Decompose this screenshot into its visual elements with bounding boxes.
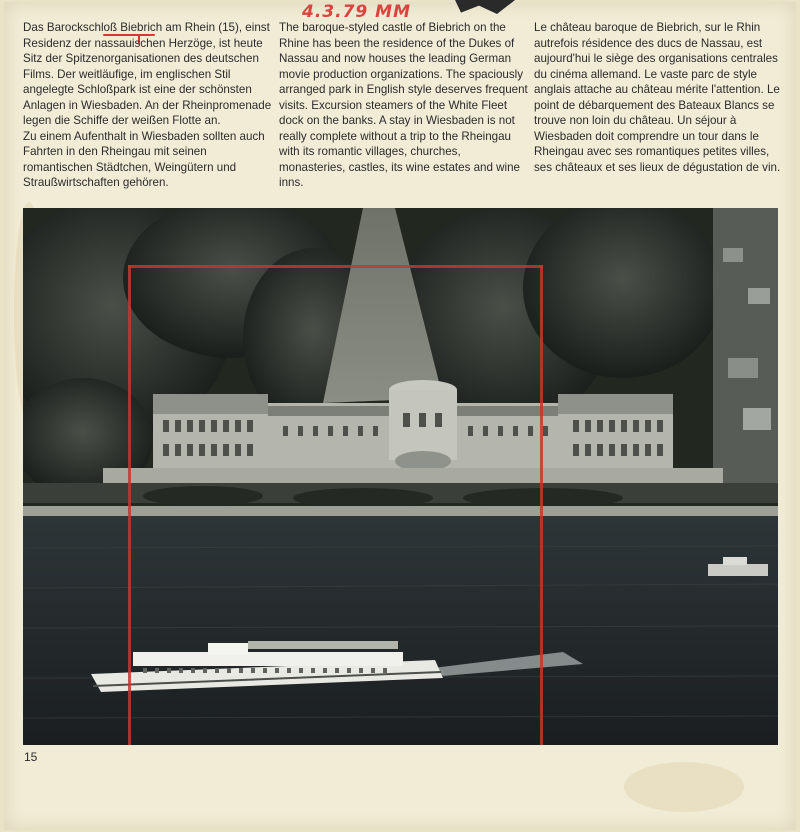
english-text-column: The baroque-styled castle of Biebrich on the Rhine has been the residence of the Dukes of Nassau and now houses the leading German movie production organizations. The spaciously arranged park in English style deserves frequent visits. Excursion steamers of the White Fleet dock on the banks. A stay in Wiesbaden is not really complete without a trip to the Rheingau with its romantic villages, churches, monasteries, castles, its wine estates and wine inns. <box>279 21 528 189</box>
handwritten-date: 4.3.79 MM <box>302 2 411 22</box>
crop-line-right <box>540 265 543 745</box>
french-text-column: Le château baroque de Biebrich, sur le Rhin autrefois résidence des ducs de Nassau, est aujourd'hui le siège des organisations centrales du cinéma allemand. Le vaste parc de style anglais attache au château mérite l'attention. Le point de débarquement des Bateaux Blancs se trouve non loin du château. Un séjour à Wiesbaden doit comprendre un tour dans le Rheingau avec ses romantiques petites villes, ses châteaux et ses lieux de dégustation de vin. <box>534 21 781 174</box>
aerial-photo-illustration <box>23 208 778 745</box>
crop-line-left <box>128 265 131 745</box>
page-number: 15 <box>24 750 38 764</box>
crop-line-top <box>128 265 543 268</box>
paper-stain <box>624 762 744 812</box>
aerial-photo <box>23 208 778 745</box>
german-text-column: Das Barockschloß Biebrich am Rhein (15), einst Residenz der nassauischen Herzöge, ist heute Sitz der Spitzenorganisationen des deutschen Films. Der weitläufige, im englischen Stil angelegte Schloßpark ist eine der schönsten Anlagen in Wiesbaden. An der Rheinpromenade legen die Schiffe der weißen Flotte an. Zu einem Aufenthalt in Wiesbaden sollten auch Fahrten in den Rheingau mit seinen romantischen Städtchen, Weingütern und Straußwirtschaften gehören. <box>23 21 272 189</box>
